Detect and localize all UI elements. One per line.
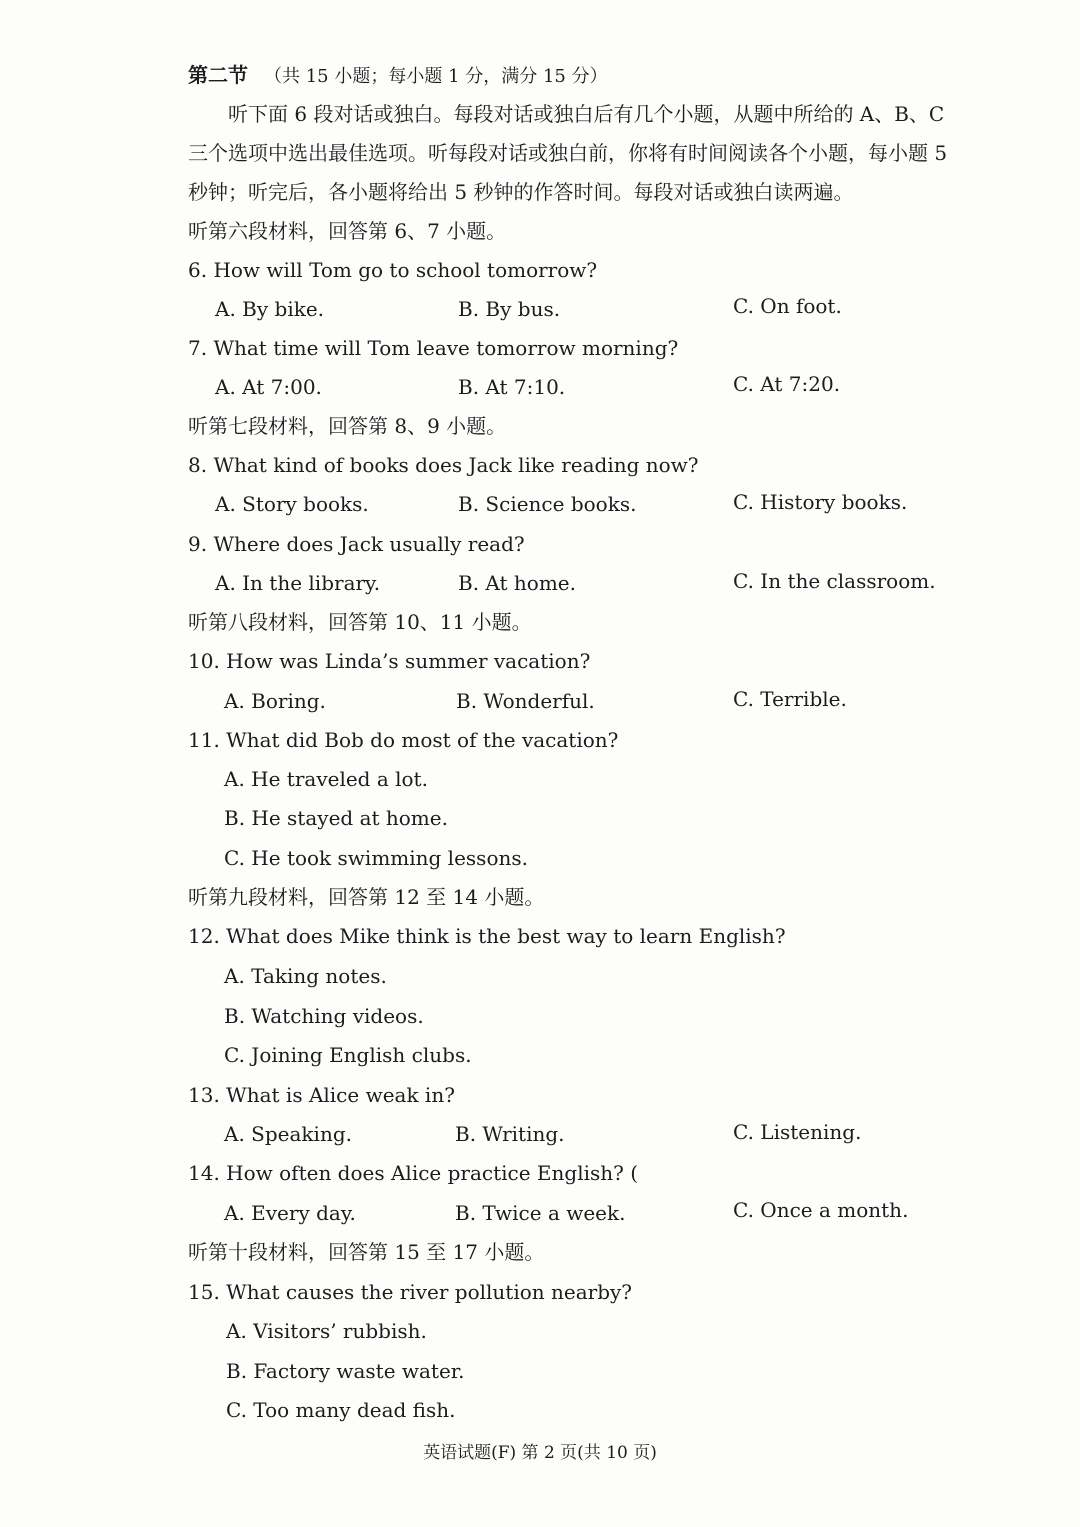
passage-header-10: 听第十段材料，回答第 15 至 17 小题。 [188, 1240, 545, 1264]
question-14-stem: 14. How often does Alice practice English? ( [188, 1161, 639, 1185]
question-14-option-a: A. Every day. [224, 1201, 356, 1225]
question-13-stem: 13. What is Alice weak in? [188, 1083, 455, 1107]
question-10-option-b: B. Wonderful. [456, 689, 595, 713]
question-9-option-b: B. At home. [458, 571, 576, 595]
question-10-option-a: A. Boring. [224, 689, 326, 713]
question-8-option-c: C. History books. [733, 490, 908, 514]
question-7-option-a: A. At 7:00. [215, 375, 322, 399]
question-6-option-b: B. By bus. [458, 297, 561, 321]
section-note: （共 15 小题；每小题 1 分，满分 15 分） [264, 66, 608, 87]
question-13-option-c: C. Listening. [733, 1120, 862, 1144]
section-title: 第二节 [188, 63, 248, 87]
question-9-stem: 9. Where does Jack usually read? [188, 532, 525, 556]
question-13-option-b: B. Writing. [455, 1122, 565, 1146]
question-15-option-a: A. Visitors’ rubbish. [226, 1319, 427, 1343]
question-11-option-a: A. He traveled a lot. [224, 767, 428, 791]
question-9-option-c: C. In the classroom. [733, 569, 936, 593]
question-7-option-b: B. At 7:10. [458, 375, 566, 399]
question-6-option-c: C. On foot. [733, 294, 842, 318]
question-7-stem: 7. What time will Tom leave tomorrow morning? [188, 336, 679, 360]
question-12-option-a: A. Taking notes. [224, 964, 387, 988]
question-14-option-b: B. Twice a week. [455, 1201, 626, 1225]
question-6-stem: 6. How will Tom go to school tomorrow? [188, 258, 598, 282]
passage-header-8: 听第八段材料，回答第 10、11 小题。 [188, 610, 532, 634]
question-15-option-c: C. Too many dead fish. [226, 1398, 456, 1422]
section-heading [188, 62, 608, 90]
instruction-line-1: 听下面 6 段对话或独白。每段对话或独白后有几个小题，从题中所给的 A、B、C [228, 102, 945, 126]
question-11-option-b: B. He stayed at home. [224, 806, 448, 830]
question-15-option-b: B. Factory waste water. [226, 1359, 465, 1383]
passage-header-6: 听第六段材料，回答第 6、7 小题。 [188, 219, 507, 243]
question-8-option-b: B. Science books. [458, 492, 637, 516]
question-11-option-c: C. He took swimming lessons. [224, 846, 528, 870]
instruction-line-3: 秒钟；听完后，各小题将给出 5 秒钟的作答时间。每段对话或独白读两遍。 [188, 180, 854, 204]
instruction-line-2: 三个选项中选出最佳选项。听每段对话或独白前，你将有时间阅读各个小题，每小题 5 [188, 141, 948, 165]
question-10-stem: 10. How was Linda’s summer vacation? [188, 649, 591, 673]
question-6-option-a: A. By bike. [215, 297, 325, 321]
question-12-stem: 12. What does Mike think is the best way to learn English? [188, 924, 786, 948]
passage-header-7: 听第七段材料，回答第 8、9 小题。 [188, 414, 507, 438]
question-7-option-c: C. At 7:20. [733, 372, 841, 396]
question-11-stem: 11. What did Bob do most of the vacation? [188, 728, 619, 752]
question-9-option-a: A. In the library. [215, 571, 381, 595]
question-12-option-c: C. Joining English clubs. [224, 1043, 472, 1067]
question-15-stem: 15. What causes the river pollution nearby? [188, 1280, 633, 1304]
question-10-option-c: C. Terrible. [733, 687, 847, 711]
question-8-stem: 8. What kind of books does Jack like reading now? [188, 453, 699, 477]
page-footer: 英语试题(F) 第 2 页(共 10 页) [423, 1443, 657, 1463]
question-8-option-a: A. Story books. [215, 492, 369, 516]
question-13-option-a: A. Speaking. [224, 1122, 352, 1146]
question-12-option-b: B. Watching videos. [224, 1004, 424, 1028]
question-14-option-c: C. Once a month. [733, 1198, 909, 1222]
passage-header-9: 听第九段材料，回答第 12 至 14 小题。 [188, 885, 545, 909]
